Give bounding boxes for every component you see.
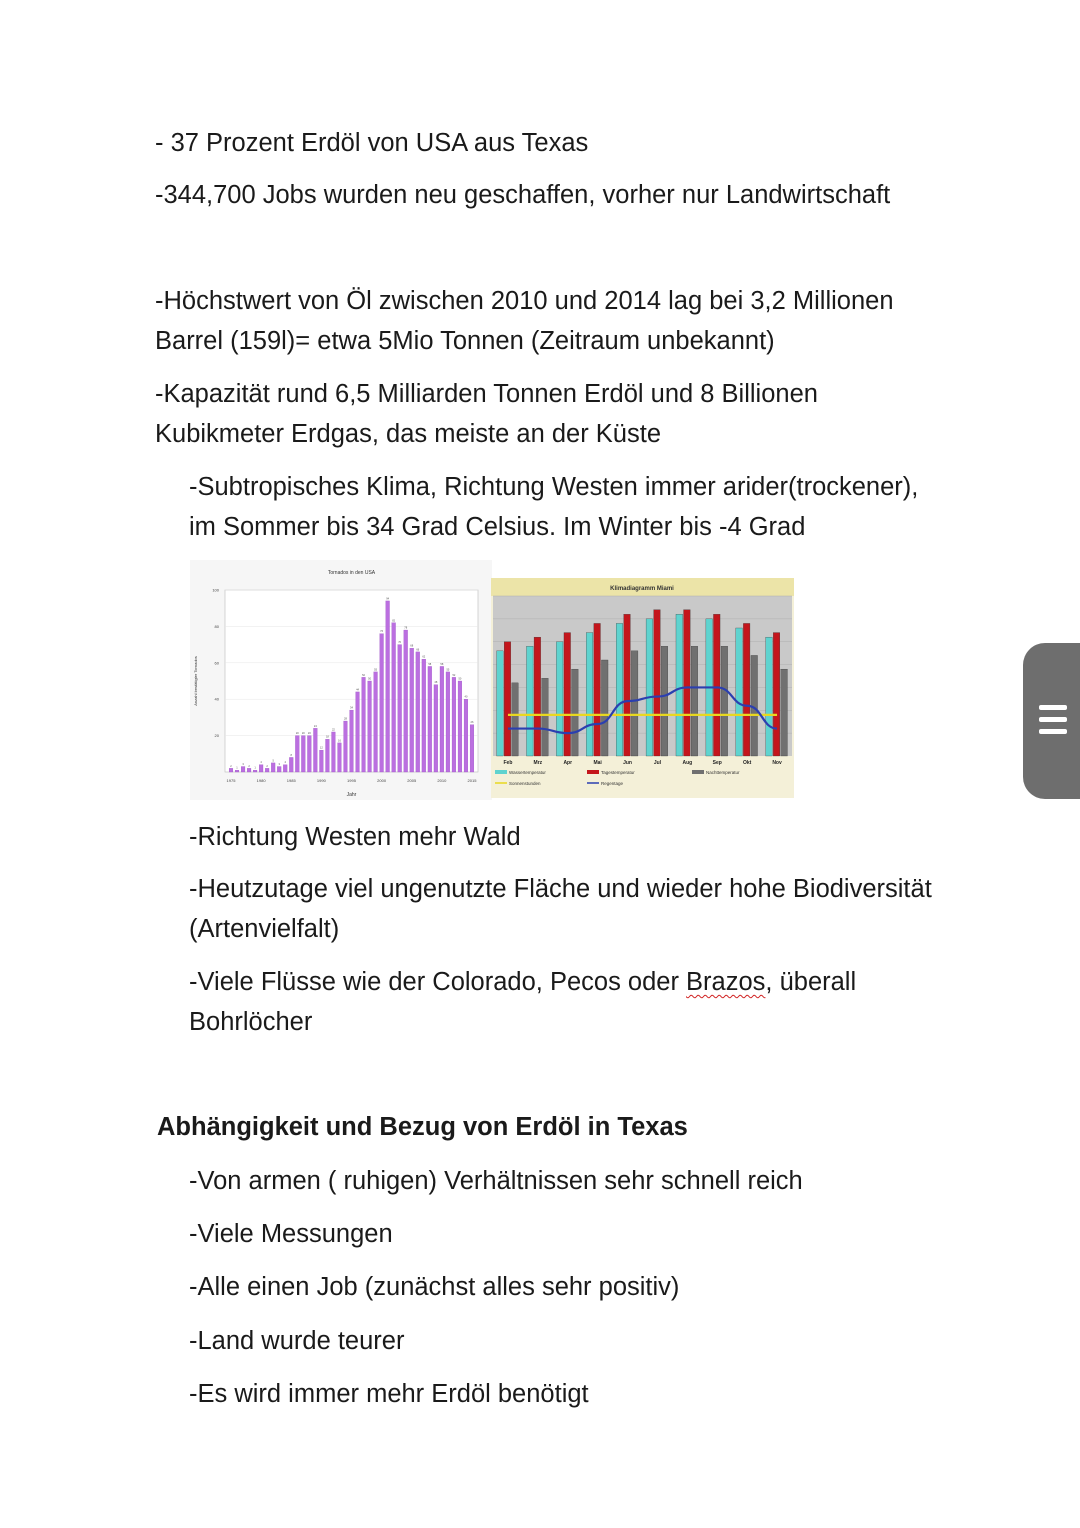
bar xyxy=(416,652,420,772)
bar xyxy=(320,750,324,772)
x-tick-label: Sep xyxy=(712,760,722,766)
data-label: 28 xyxy=(344,717,347,721)
x-axis-label: Jahr xyxy=(346,792,357,798)
data-label: 12 xyxy=(319,746,323,750)
data-label: 50 xyxy=(458,677,462,681)
x-tick-label: Jul xyxy=(653,760,662,766)
text-line: im Sommer bis 34 Grad Celsius. Im Winter bis -4 Grad xyxy=(189,513,806,541)
x-tick-label: Mai xyxy=(593,760,602,766)
data-label: 22 xyxy=(331,728,335,732)
data-label: 24 xyxy=(313,724,317,728)
bar xyxy=(241,767,245,772)
handle-bar xyxy=(1039,705,1067,710)
data-label: 50 xyxy=(368,677,372,681)
bar xyxy=(283,765,287,772)
text-line: Kubikmeter Erdgas, das meiste an der Küste xyxy=(155,420,662,448)
bar xyxy=(646,619,653,756)
bar xyxy=(624,614,631,756)
x-tick-label: 2000 xyxy=(377,778,387,783)
rivers-text-after: , überall xyxy=(765,968,857,996)
bar xyxy=(422,659,426,772)
bar xyxy=(338,743,342,772)
data-label: 66 xyxy=(416,648,420,652)
bar xyxy=(265,768,269,772)
data-label: 55 xyxy=(446,668,450,672)
x-tick-label: 1985 xyxy=(286,778,296,783)
data-label: 58 xyxy=(428,662,432,666)
bar xyxy=(289,757,293,772)
y-tick-label: 40 xyxy=(214,696,219,702)
bar xyxy=(229,768,233,772)
bar xyxy=(301,736,305,772)
handle-bar xyxy=(1039,729,1067,734)
chart-title: Klimadiagramm Miami xyxy=(610,586,674,592)
x-tick-label: Jun xyxy=(623,760,632,766)
bar xyxy=(374,672,378,772)
data-label: 76 xyxy=(380,630,384,634)
bar xyxy=(594,623,601,756)
legend-label: Sonnenstunden xyxy=(509,781,541,786)
data-label: 58 xyxy=(440,662,444,666)
bar xyxy=(235,770,239,772)
bar xyxy=(386,601,390,772)
bar xyxy=(586,633,593,756)
y-tick-label: 60 xyxy=(214,660,219,666)
x-tick-label: 1975 xyxy=(226,778,236,783)
bar xyxy=(534,637,541,756)
x-tick-label: 2015 xyxy=(467,778,477,783)
data-label: 8 xyxy=(290,753,292,757)
bar xyxy=(277,767,281,772)
data-label: 55 xyxy=(374,668,378,672)
x-tick-label: Apr xyxy=(563,760,573,766)
legend-label: Wassertemperatur xyxy=(509,770,546,775)
bar xyxy=(676,614,683,756)
section-heading: Abhängigkeit und Bezug von Erdöl in Texas xyxy=(157,1113,688,1141)
text-line: Bohrlöcher xyxy=(189,1008,313,1036)
tornado-bar-chart xyxy=(190,560,492,800)
rivers-text-before: -Viele Flüsse wie der Colorado, Pecos oder xyxy=(189,968,687,996)
bar xyxy=(631,651,638,756)
x-tick-label: Aug xyxy=(682,760,693,766)
legend-label: Nachttemperatur xyxy=(706,770,740,775)
bar xyxy=(661,646,668,756)
data-label: 3 xyxy=(278,763,280,767)
y-tick-label: 100 xyxy=(212,587,219,593)
legend-label: Regentage xyxy=(601,781,624,786)
data-label: 44 xyxy=(356,688,359,692)
list-item: -Alle einen Job (zunächst alles sehr positiv) xyxy=(189,1273,680,1301)
data-label: 52 xyxy=(452,673,456,677)
x-tick-label: Mrz xyxy=(533,760,543,766)
data-label: 2 xyxy=(248,764,250,768)
bar xyxy=(313,728,317,772)
data-label: 2 xyxy=(266,764,268,768)
bar xyxy=(307,736,311,772)
data-label: 4 xyxy=(260,761,262,765)
bar xyxy=(684,610,691,756)
bar xyxy=(247,768,251,772)
x-tick-label: Nov xyxy=(772,760,782,766)
bar xyxy=(458,681,462,772)
bar xyxy=(259,765,263,772)
data-label: 20 xyxy=(295,732,299,736)
bar xyxy=(713,614,720,756)
data-label: 3 xyxy=(242,763,244,767)
data-label: 1 xyxy=(254,766,256,770)
bar xyxy=(773,633,780,756)
x-tick-label: 2010 xyxy=(437,778,447,783)
bar xyxy=(464,699,468,772)
list-item: -Es wird immer mehr Erdöl benötigt xyxy=(189,1380,589,1408)
y-axis-label: Anzahl bestätigter Tornados xyxy=(193,656,198,706)
bar xyxy=(526,646,533,756)
data-label: 26 xyxy=(470,721,474,725)
bar xyxy=(766,637,773,756)
bar xyxy=(556,642,563,756)
bar xyxy=(253,770,257,772)
list-item: -Viele Messungen xyxy=(189,1220,393,1248)
text-line: -Heutzutage viel ungenutzte Fläche und wieder hohe Biodiversität xyxy=(189,875,932,903)
bar xyxy=(542,678,549,756)
data-label: 70 xyxy=(398,641,402,645)
bar xyxy=(512,683,519,756)
bar xyxy=(398,645,402,772)
bar xyxy=(601,660,608,756)
legend-swatch xyxy=(495,770,507,774)
bar xyxy=(781,669,788,756)
text-line: (Artenvielfalt) xyxy=(189,915,340,943)
bar xyxy=(446,672,450,772)
bar xyxy=(428,666,432,772)
legend-swatch xyxy=(587,770,599,774)
bar xyxy=(616,623,623,756)
list-item: -Land wurde teurer xyxy=(189,1327,405,1355)
bar xyxy=(326,739,330,772)
text-line: -Kapazität rund 6,5 Milliarden Tonnen Erdöl und 8 Billionen xyxy=(155,380,818,408)
x-tick-label: 1990 xyxy=(316,778,326,783)
list-item: -Von armen ( ruhigen) Verhältnissen sehr schnell reich xyxy=(189,1167,803,1195)
data-label: 48 xyxy=(434,681,438,685)
bar xyxy=(410,648,414,772)
legend-swatch xyxy=(692,770,704,774)
misspelled-word[interactable]: Brazos xyxy=(686,968,766,996)
y-tick-label: 20 xyxy=(214,733,219,739)
bar xyxy=(440,666,444,772)
bar xyxy=(736,628,743,756)
text-line: Barrel (159l)= etwa 5Mio Tonnen (Zeitraum unbekannt) xyxy=(155,327,775,355)
data-label: 2 xyxy=(230,764,232,768)
bar xyxy=(691,646,698,756)
text-line: -Höchstwert von Öl zwischen 2010 und 2014 lag bei 3,2 Millionen xyxy=(155,287,894,315)
rivers-line xyxy=(189,962,856,1002)
data-label: 20 xyxy=(307,732,311,736)
bar xyxy=(743,623,750,756)
x-tick-label: 2005 xyxy=(407,778,417,783)
x-tick-label: 1980 xyxy=(256,778,266,783)
x-tick-label: 1995 xyxy=(347,778,356,783)
data-label: 82 xyxy=(392,619,396,623)
legend-label: Tagestemperatur xyxy=(601,770,635,775)
data-label: 4 xyxy=(284,761,286,765)
text-line: - 37 Prozent Erdöl von USA aus Texas xyxy=(155,129,589,157)
bar xyxy=(295,736,299,772)
bar xyxy=(380,634,384,772)
x-tick-label: Okt xyxy=(742,760,752,766)
bar xyxy=(497,651,504,756)
bar xyxy=(404,630,408,772)
data-label: 18 xyxy=(325,735,329,739)
data-label: 20 xyxy=(301,732,305,736)
data-label: 16 xyxy=(338,739,341,743)
data-label: 40 xyxy=(464,695,468,699)
side-panel-tab[interactable] xyxy=(1023,643,1080,799)
chart-title: Tornados in den USA xyxy=(327,570,376,576)
bar xyxy=(368,681,372,772)
data-label: 62 xyxy=(422,655,426,659)
data-label: 5 xyxy=(272,759,274,763)
bar xyxy=(271,763,275,772)
bar xyxy=(332,732,336,772)
data-label: 78 xyxy=(404,626,408,630)
bar xyxy=(350,710,354,772)
bar xyxy=(721,646,728,756)
bar xyxy=(470,725,474,772)
data-label: 34 xyxy=(350,706,353,710)
climate-chart-miami xyxy=(491,578,794,798)
bar xyxy=(504,642,511,756)
bar xyxy=(452,677,456,772)
data-label: 94 xyxy=(386,597,390,601)
bar xyxy=(654,610,661,756)
text-line: -Subtropisches Klima, Richtung Westen immer arider(trockener), xyxy=(189,473,919,501)
bar xyxy=(362,677,366,772)
y-tick-label: 80 xyxy=(214,623,219,629)
text-line: -Richtung Westen mehr Wald xyxy=(189,823,521,851)
handle-bar xyxy=(1039,717,1067,722)
data-label: 1 xyxy=(236,766,238,770)
bar xyxy=(564,633,571,756)
bar xyxy=(392,623,396,772)
x-tick-label: Feb xyxy=(503,760,513,766)
data-label: 52 xyxy=(362,673,365,677)
bar xyxy=(572,669,579,756)
bar xyxy=(344,721,348,772)
text-line: -344,700 Jobs wurden neu geschaffen, vorher nur Landwirtschaft xyxy=(155,181,891,209)
data-label: 68 xyxy=(410,644,414,648)
bar xyxy=(356,692,360,772)
bar xyxy=(434,685,438,772)
